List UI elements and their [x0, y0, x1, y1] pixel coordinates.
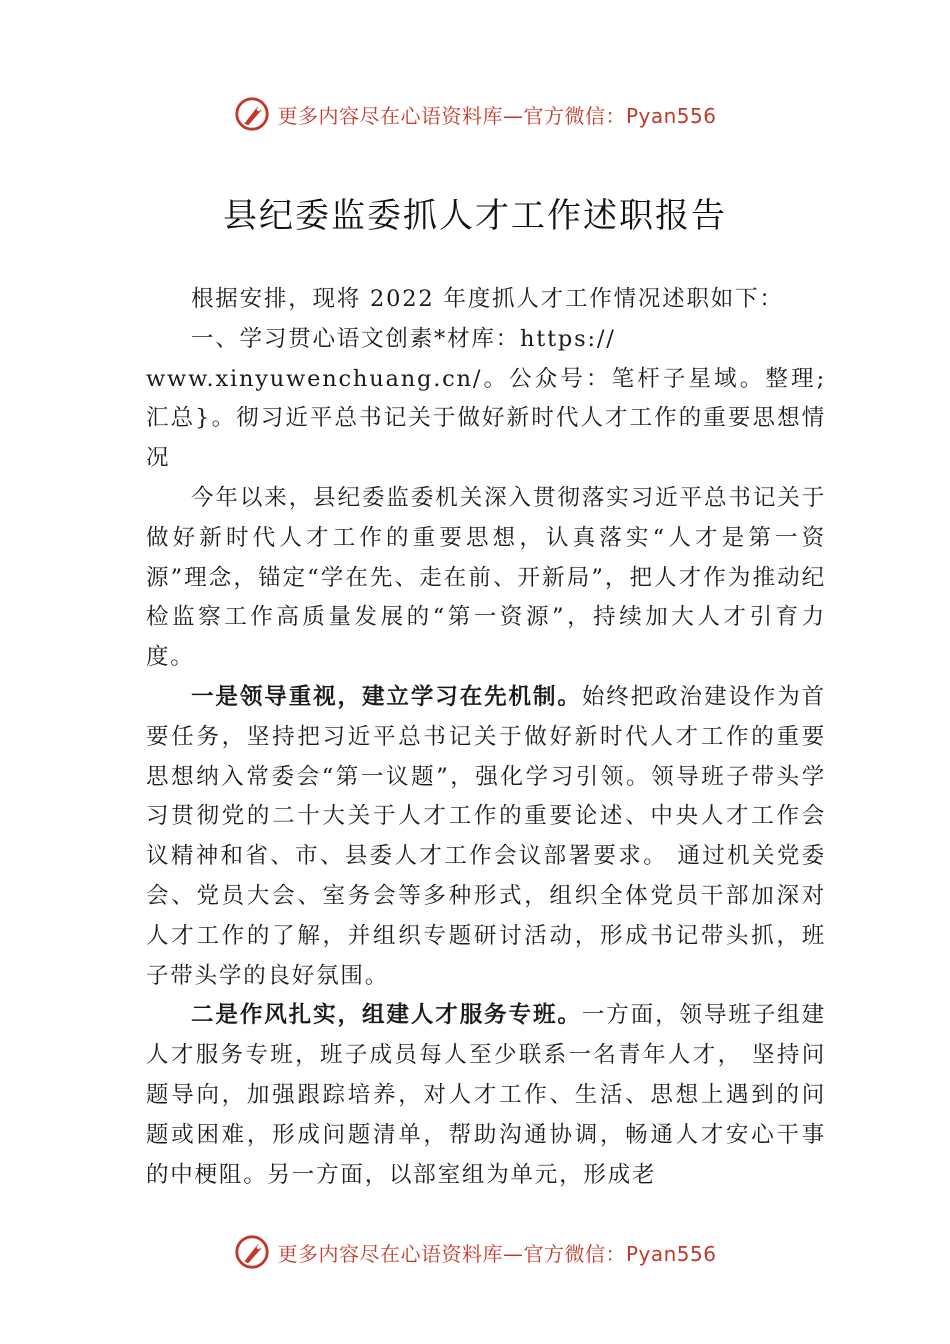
section-heading-1: 一、学习贯心语文创素*材库：https://: [191, 325, 616, 352]
pen-nib-icon: [233, 95, 271, 133]
paragraph-2-text: 始终把政治建设作为首要任务，坚持把习近平总书记关于做好新时代人才工作的重要思想纳入常委会“第一议题”，强化学习引领。领导班子带头学习贯彻党的二十大关于人才工作的重要论述、中央人才工作会议精神和省、市、县委人才工作会议部署要求。 通过机关党委会、党员大会、室务会等多种形式，组织全体党员干部加深对人才工作的了解，并组织专题研讨活动，形成书记带头抓，班子带头学的良好氛围。: [146, 683, 826, 989]
intro-paragraph: 根据安排，现将 2022 年度抓人才工作情况述职如下：: [191, 286, 784, 312]
paragraph-3: [146, 996, 826, 1195]
header-watermark: [0, 92, 950, 136]
pen-nib-icon: [233, 1233, 271, 1271]
watermark-text: 更多内容尽在心语资料库—官方微信：Pyan556: [277, 1241, 717, 1266]
paragraph-2: [146, 678, 826, 996]
document-title: 县纪委监委抓人才工作述职报告: [223, 196, 727, 236]
section-heading-1-continued: www.xinyuwenchuang.cn/。公众号：笔杆子星域。整理;汇总}。彻习近平总书记关于做好新时代人才工作的重要思想情况: [146, 365, 826, 472]
paragraph-3-text: 一方面，领导班子组建人才服务专班，班子成员每人至少联系一名青年人才， 坚持问题导向，加强跟踪培养，对人才工作、生活、思想上遇到的问题或困难，形成问题清单，帮助沟通协调，畅通人才安心干事的中梗阻。另一方面，以部室组为单元，形成老: [146, 1002, 826, 1188]
watermark-text: 更多内容尽在心语资料库—官方微信：Pyan556: [277, 103, 717, 128]
paragraph-1: 今年以来，县纪委监委机关深入贯彻落实习近平总书记关于做好新时代人才工作的重要思想，认真落实“人才是第一资源”理念，锚定“学在先、走在前、开新局”，把人才作为推动纪检监察工作高质量发展的“第一资源”，持续加大人才引育力度。: [146, 484, 826, 671]
footer-watermark: [0, 1230, 950, 1274]
document-body: [146, 280, 826, 1195]
paragraph-3-lead: 二是作风扎实，组建人才服务专班。: [191, 1002, 582, 1029]
paragraph-2-lead: 一是领导重视，建立学习在先机制。: [191, 683, 582, 710]
